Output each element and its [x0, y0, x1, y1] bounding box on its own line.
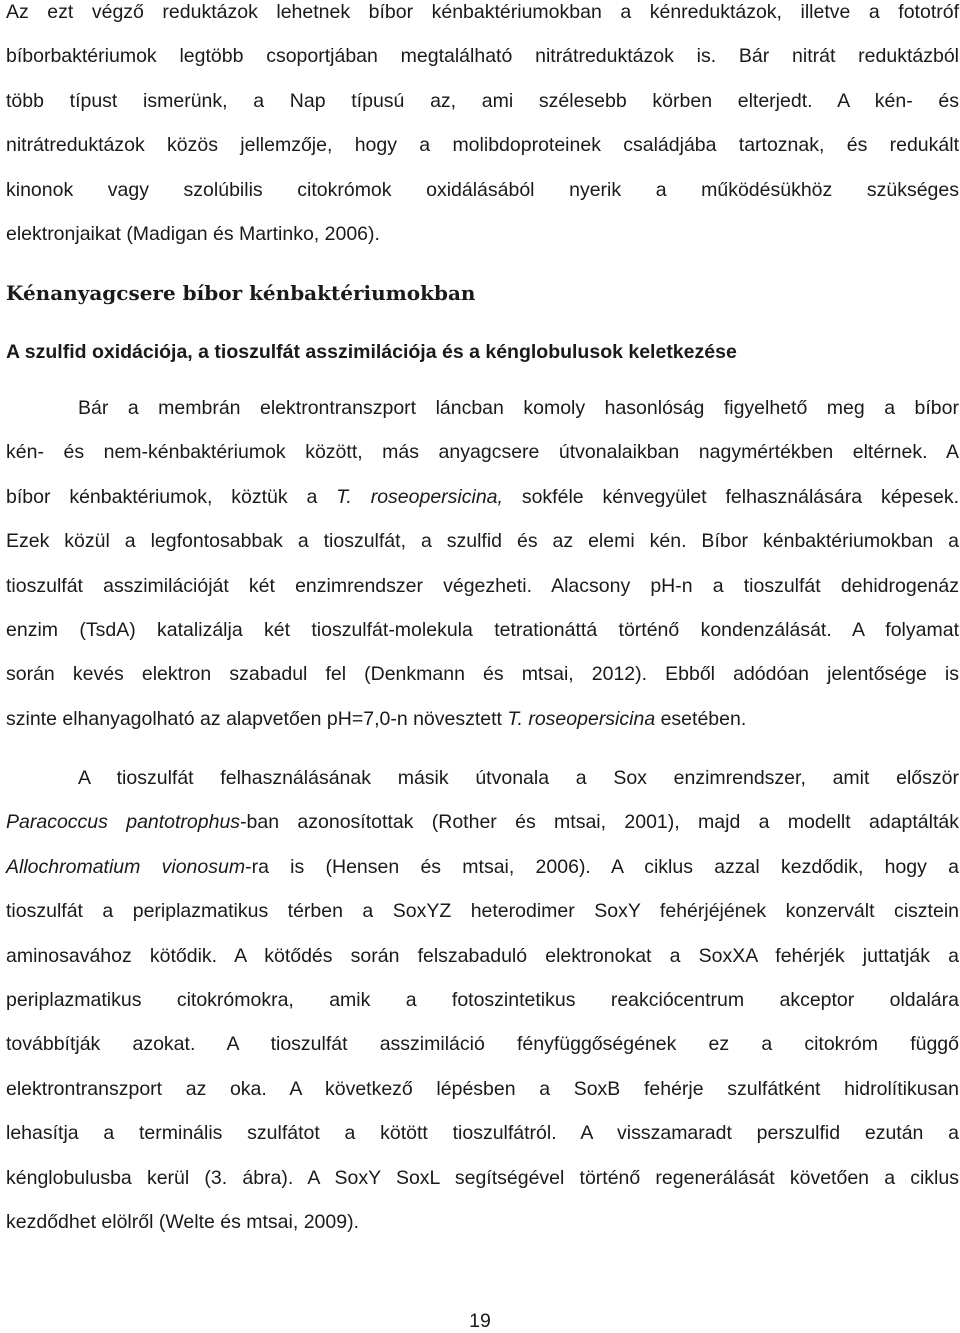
text-line: továbbítják azokat. A tioszulfát asszimiláció fényfüggőségének ez a citokróm függő [6, 1033, 959, 1056]
text-line: lehasítja a terminális szulfátot a kötött tioszulfátról. A visszamaradt perszulfid ezután a [6, 1122, 959, 1145]
text-line: tioszulfát asszimilációját két enzimrendszer végezheti. Alacsony pH-n a tioszulfát dehidrogenáz [6, 574, 959, 597]
text-run: -ra is (Hensen és mtsai, 2006). A ciklus azzal kezdődik, hogy a [245, 855, 959, 878]
text-line: aminosavához kötődik. A kötődés során felszabaduló elektronokat a SoxXA fehérjék juttatják a [6, 944, 959, 967]
text-line: kinonok vagy szolúbilis citokrómok oxidálásából nyerik a működésükhöz szükséges [6, 178, 959, 201]
page-number: 19 [469, 1310, 491, 1332]
text-run: szinte elhanyagolható az alapvetően pH=7,0-n növesztett [6, 707, 508, 730]
paragraph-sox-pathway [6, 756, 959, 1244]
species-name: T. roseopersicina [507, 707, 656, 730]
text-line: Ezek közül a legfontosabbak a tioszulfát, a szulfid és az elemi kén. Bíbor kénbaktériumokban a [6, 530, 959, 553]
text-line: kén- és nem-kénbaktériumok között, más anyagcsere útvonalaikban nagymértékben eltérnek. A [6, 441, 959, 464]
text-line: tioszulfát a periplazmatikus térben a SoxYZ heterodimer SoxY fehérjéjének konzervált cisztein [6, 900, 959, 923]
text-line: elektronjaikat (Madigan és Martinko, 2006). [6, 222, 380, 245]
text-line [6, 845, 959, 889]
text-line: elektrontranszport az oka. A következő lépésben a SoxB fehérje szulfátként hidrolítikusan [6, 1077, 959, 1100]
species-name: Allochromatium vionosum [6, 855, 246, 878]
text-line: enzim (TsdA) katalizálja két tioszulfát-molekula tetrationáttá történő kondenzálását. A folyamat [6, 618, 959, 641]
species-name: T. roseopersicina, [336, 485, 503, 508]
text-line: bíborbaktériumok legtöbb csoportjában megtalálható nitrátreduktázok is. Bár nitrát reduktázból [6, 45, 959, 68]
text-run: -ban azonosítottak (Rother és mtsai, 2001), majd a modellt adaptálták [240, 811, 959, 834]
text-run: esetében. [655, 707, 747, 730]
text-line [6, 475, 959, 519]
paragraph-reductases [6, 0, 959, 256]
paragraph-sulfur-compounds [6, 386, 959, 741]
text-line: periplazmatikus citokrómokra, amik a fotoszintetikus reakciócentrum akceptor oldalára [6, 988, 959, 1011]
section-title: Kénanyagcsere bíbor kénbaktériumokban [6, 281, 476, 305]
text-line: Az ezt végző reduktázok lehetnek bíbor kénbaktériumokban a kénreduktázok, illetve a fototróf [6, 1, 959, 23]
species-name: Paracoccus pantotrophus [6, 811, 241, 834]
text-line [6, 697, 959, 741]
text-line: kénglobulusba kerül (3. ábra). A SoxY SoxL segítségével történő regenerálását követően a ciklus [6, 1166, 959, 1189]
text-line: több típust ismerünk, a Nap típusú az, ami szélesebb körben elterjedt. A kén- és [6, 89, 959, 112]
text-line [6, 800, 959, 844]
text-line: nitrátreduktázok közös jellemzője, hogy a molibdoproteinek családjába tartoznak, és redukált [6, 134, 959, 157]
text-run: sokféle kénvegyület felhasználására képesek. [502, 485, 959, 508]
text-line: Bár a membrán elektrontranszport láncban komoly hasonlóság figyelhető meg a bíbor [78, 397, 959, 419]
subsection-title: A szulfid oxidációja, a tioszulfát asszimilációja és a kénglobulusok keletkezése [6, 341, 737, 363]
text-line: A tioszulfát felhasználásának másik útvonala a Sox enzimrendszer, amit először [78, 767, 959, 789]
text-line: kezdődhet elölről (Welte és mtsai, 2009). [6, 1210, 359, 1233]
text-line: során kevés elektron szabadul fel (Denkmann és mtsai, 2012). Ebből adódóan jelentősége is [6, 663, 959, 686]
text-run: bíbor kénbaktériumok, köztük a [6, 485, 337, 508]
